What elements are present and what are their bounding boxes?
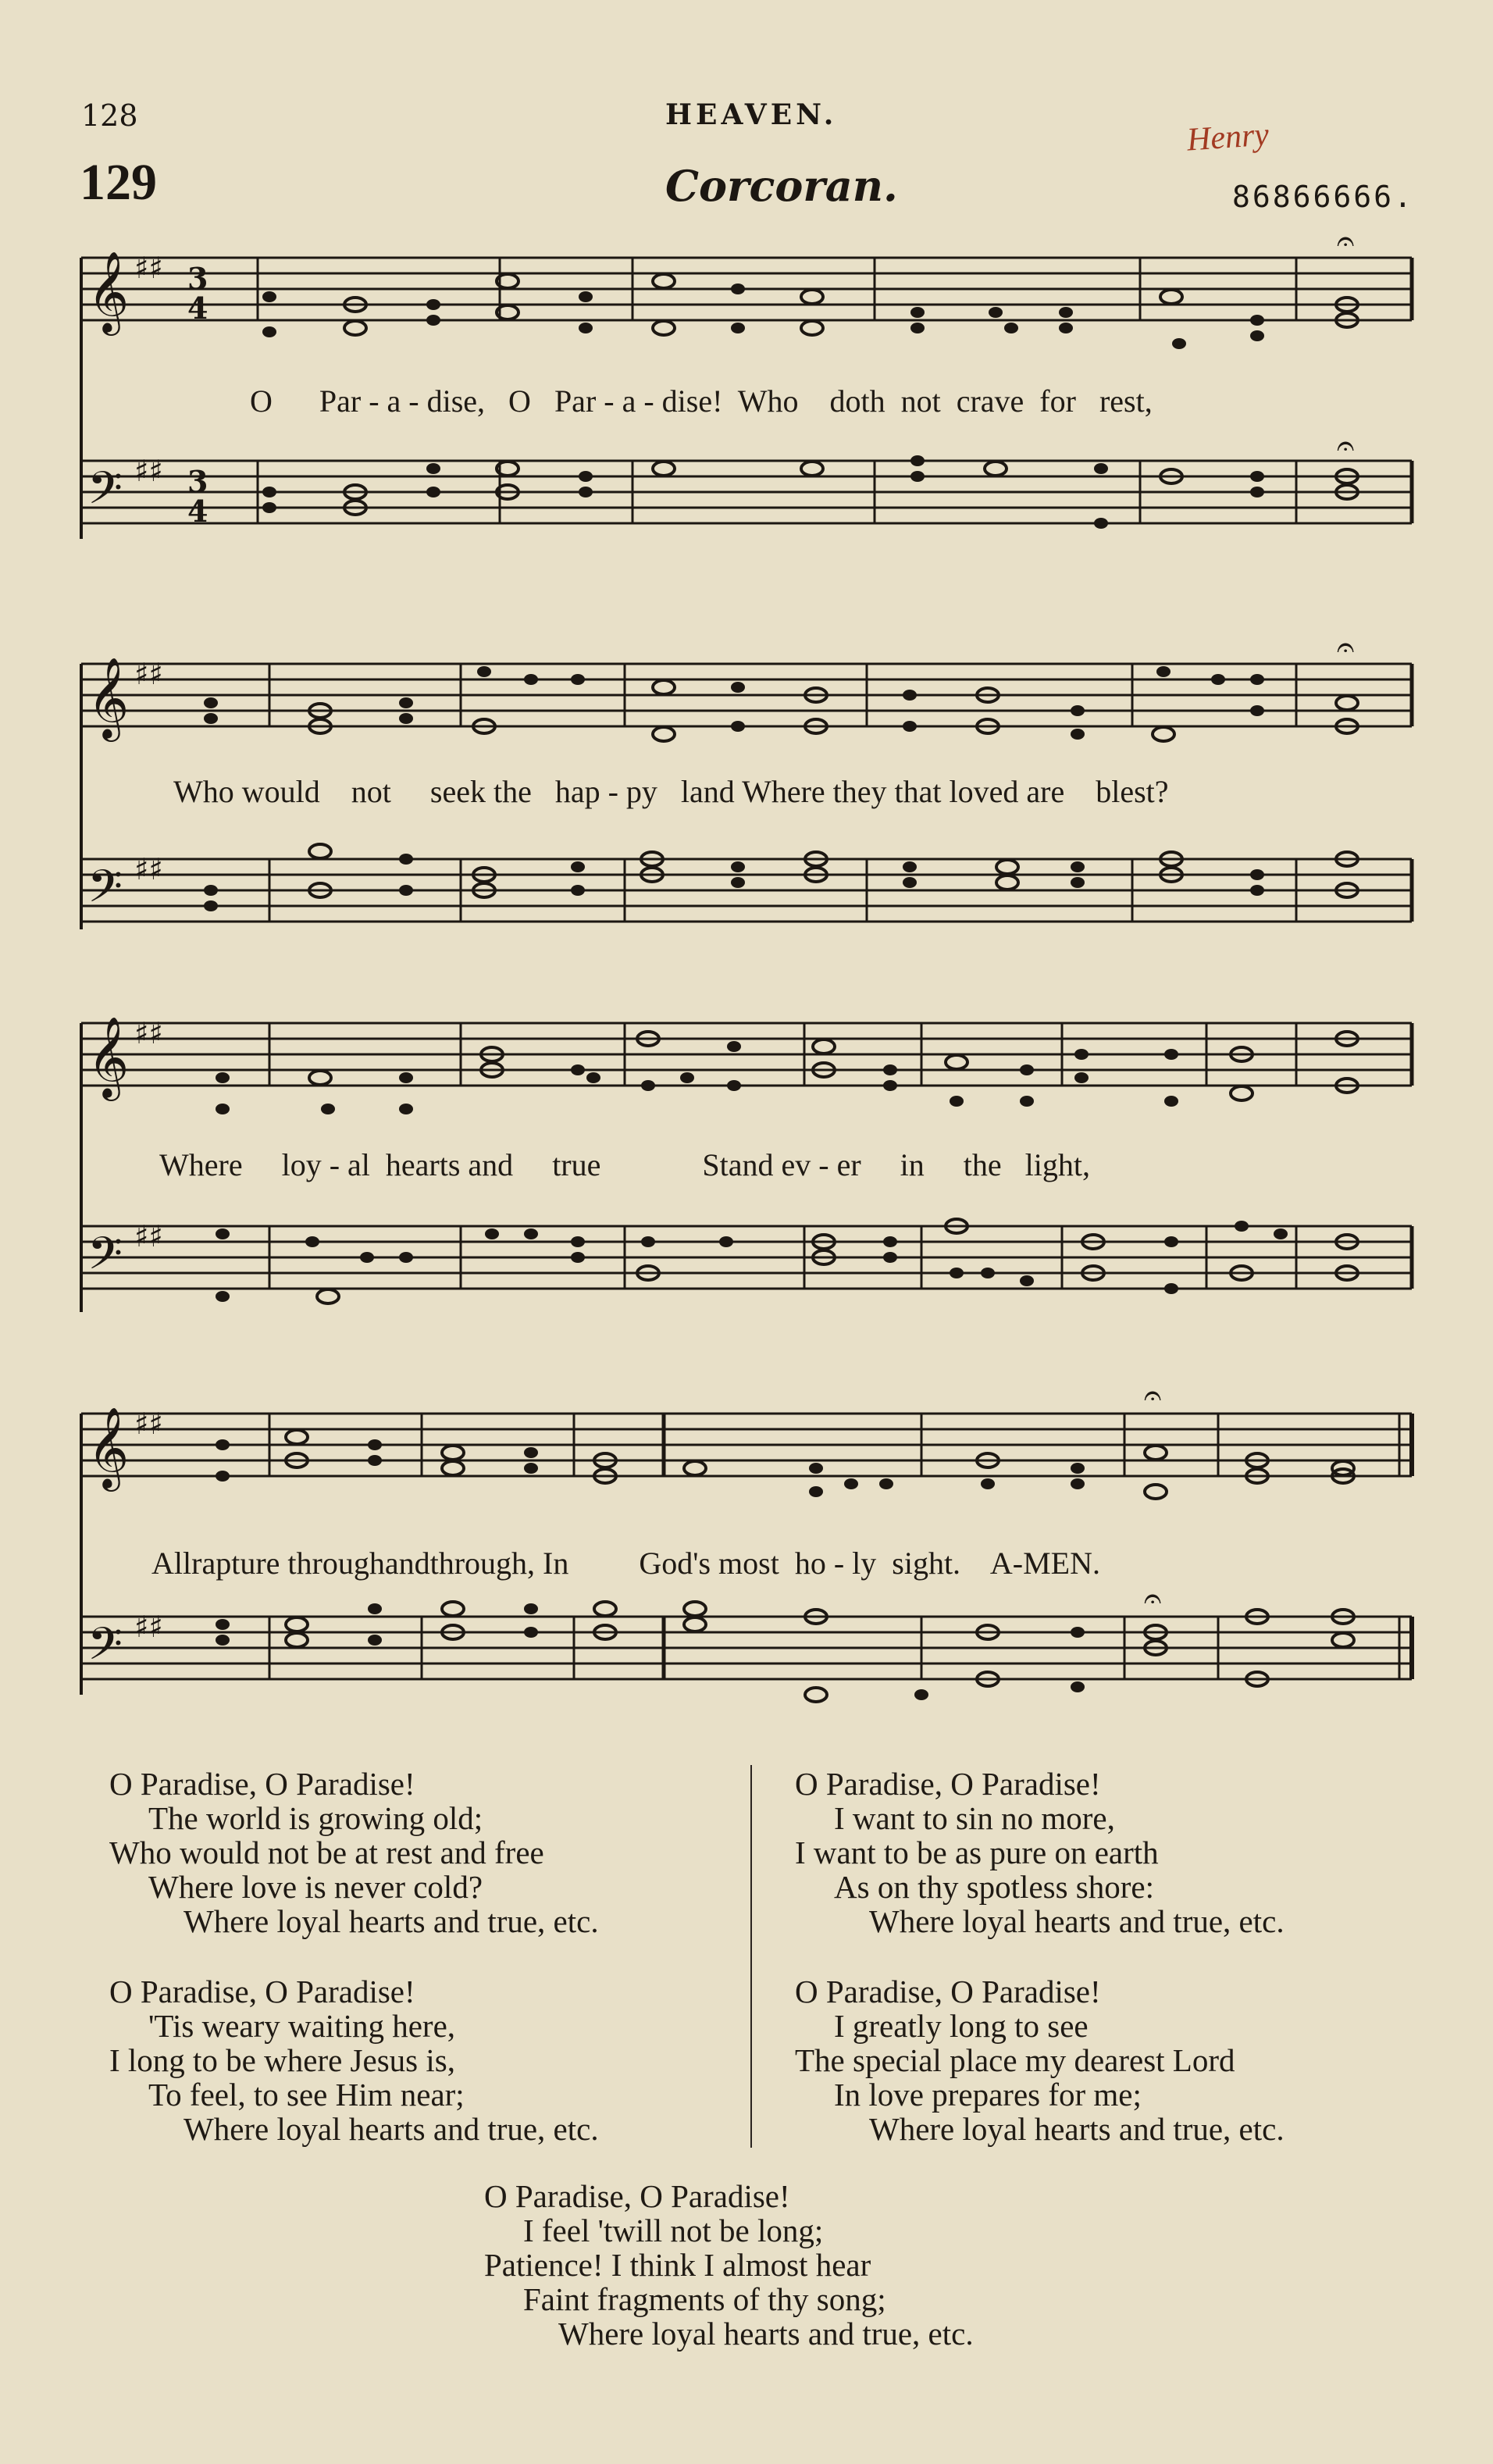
verse-line: As on thy spotless shore: xyxy=(834,1869,1154,1905)
verse-line: The special place my dearest Lord xyxy=(795,2042,1235,2078)
lyric-syllable: Where xyxy=(742,774,825,809)
key-signature-treble: ♯♯ xyxy=(134,1016,163,1050)
lyrics-line-1 xyxy=(250,383,1153,419)
verse-line: Where loyal hearts and true, etc. xyxy=(869,1903,1285,1939)
lyric-syllable: hearts xyxy=(385,1147,461,1182)
lyric-syllable: Par - a - dise, xyxy=(319,383,486,419)
lyric-syllable: seek xyxy=(429,774,486,809)
time-signature-bass-lower: 4 xyxy=(187,494,208,529)
lyric-syllable: sight. xyxy=(892,1546,961,1581)
verse-6 xyxy=(484,2179,974,2351)
fermata-icon: 𝄐 xyxy=(1144,1378,1162,1414)
lyric-syllable: most xyxy=(718,1546,779,1581)
lyric-syllable: Stand xyxy=(702,1147,774,1182)
verse-line: I long to be where Jesus is, xyxy=(109,2042,455,2078)
key-signature-bass: ♯♯ xyxy=(134,1610,163,1644)
fermata-icon: 𝄐 xyxy=(1337,223,1355,259)
verse-line: O Paradise, O Paradise! xyxy=(109,1766,415,1802)
verse-line: Where loyal hearts and true, etc. xyxy=(558,2316,974,2352)
lyric-syllable: God's xyxy=(639,1546,711,1581)
lyric-syllable: not xyxy=(900,383,941,419)
lyrics-line-3 xyxy=(159,1146,1090,1183)
treble-clef-icon: 𝄞 xyxy=(87,1016,130,1098)
verse-line: I want to sin no more, xyxy=(834,1800,1115,1836)
lyric-syllable: blest? xyxy=(1096,774,1169,809)
verse-5 xyxy=(795,1974,1285,2146)
section-title: HEAVEN. xyxy=(665,98,838,131)
hymn-number: 129 xyxy=(80,154,157,211)
lyric-syllable: that xyxy=(894,774,942,809)
lyric-syllable: they xyxy=(832,774,887,809)
time-signature-treble-lower: 4 xyxy=(187,291,208,326)
time-signature-treble: 3 xyxy=(187,261,208,296)
lyric-syllable: crave xyxy=(956,383,1024,419)
verse-line: Who would not be at rest and free xyxy=(109,1835,544,1870)
verse-line: Where loyal hearts and true, etc. xyxy=(184,1903,599,1939)
lyric-syllable: hap - py xyxy=(554,774,657,809)
lyric-syllable: the xyxy=(493,774,532,809)
treble-clef-icon: 𝄞 xyxy=(87,657,130,739)
meter: 86866666. xyxy=(1232,180,1414,214)
column-divider xyxy=(750,1765,752,2148)
verse-line: I greatly long to see xyxy=(834,2008,1089,2044)
fermata-icon: 𝄐 xyxy=(1337,629,1355,665)
lyric-syllable: and xyxy=(468,1147,514,1182)
bass-clef-icon: 𝄢 xyxy=(87,860,123,924)
verse-line: 'Tis weary waiting here, xyxy=(148,2008,456,2044)
key-signature-bass: ♯♯ xyxy=(134,852,163,886)
verse-line: O Paradise, O Paradise! xyxy=(795,1766,1101,1802)
lyric-syllable: the xyxy=(963,1147,1002,1182)
key-signature-bass: ♯♯ xyxy=(134,454,163,488)
lyric-syllable: light, xyxy=(1024,1147,1090,1182)
bass-clef-icon: 𝄢 xyxy=(87,1617,123,1681)
verse-line: Where loyal hearts and true, etc. xyxy=(869,2111,1285,2147)
verse-line: Faint fragments of thy song; xyxy=(523,2281,886,2317)
lyric-syllable: for xyxy=(1039,383,1076,419)
treble-clef-icon: 𝄞 xyxy=(87,1407,130,1489)
bass-staff xyxy=(81,461,1412,523)
verse-2 xyxy=(109,1767,599,1938)
key-signature-bass: ♯♯ xyxy=(134,1219,163,1253)
page-number: 128 xyxy=(81,98,138,133)
lyrics-line-4 xyxy=(151,1545,1100,1581)
lyrics-line-2 xyxy=(173,773,1169,810)
lyric-syllable: and xyxy=(384,1546,430,1581)
verse-line: Where loyal hearts and true, etc. xyxy=(184,2111,599,2147)
lyric-syllable: ev - er xyxy=(781,1147,861,1182)
lyric-syllable: doth xyxy=(829,383,885,419)
verse-line: To feel, to see Him near; xyxy=(148,2077,465,2113)
lyric-syllable: not xyxy=(351,774,391,809)
tune-name: Corcoran. xyxy=(665,161,898,211)
verse-line: Where love is never cold? xyxy=(148,1869,483,1905)
verse-line: O Paradise, O Paradise! xyxy=(795,1974,1101,2009)
lyric-syllable: loy - al xyxy=(281,1147,370,1182)
lyric-syllable: All xyxy=(151,1546,192,1581)
bass-clef-icon: 𝄢 xyxy=(87,1227,123,1291)
key-signature-treble: ♯♯ xyxy=(134,251,163,285)
fermata-icon-bass: 𝄐 xyxy=(1144,1581,1162,1617)
treble-clef-icon: 𝄞 xyxy=(87,251,130,333)
lyric-syllable: through, xyxy=(429,1546,536,1581)
lyric-syllable: In xyxy=(543,1546,569,1581)
lyric-syllable: rest, xyxy=(1099,383,1153,419)
fermata-icon-bass: 𝄐 xyxy=(1337,428,1355,464)
lyric-syllable: O xyxy=(250,383,273,419)
lyric-syllable: Who xyxy=(737,383,799,419)
lyric-syllable: O xyxy=(508,383,531,419)
verse-3 xyxy=(795,1767,1285,1938)
time-signature-bass: 3 xyxy=(187,464,208,499)
verse-line: O Paradise, O Paradise! xyxy=(484,2178,790,2214)
lyric-syllable: in xyxy=(900,1147,925,1182)
lyric-syllable: ho - ly xyxy=(794,1546,877,1581)
lyric-syllable: would xyxy=(241,774,320,809)
lyric-syllable: rapture xyxy=(191,1546,280,1581)
lyric-syllable: land xyxy=(680,774,735,809)
lyric-syllable: through xyxy=(287,1546,385,1581)
key-signature-treble: ♯♯ xyxy=(134,657,163,691)
verse-line: Patience! I think I almost hear xyxy=(484,2247,871,2283)
lyric-syllable: Where xyxy=(159,1147,243,1182)
verse-line: I feel 'twill not be long; xyxy=(523,2213,824,2248)
handwritten-annotation: Henry xyxy=(1185,116,1270,159)
verse-line: I want to be as pure on earth xyxy=(795,1835,1159,1870)
key-signature-treble: ♯♯ xyxy=(134,1407,163,1441)
lyric-syllable: true xyxy=(552,1147,601,1182)
lyric-syllable: loved xyxy=(949,774,1019,809)
amen-lyric: A-MEN. xyxy=(989,1546,1100,1581)
lyric-syllable: Who xyxy=(173,774,234,809)
lyric-syllable: are xyxy=(1026,774,1065,809)
lyric-syllable: Par - a - dise! xyxy=(554,383,723,419)
verse-line: In love prepares for me; xyxy=(834,2077,1142,2113)
bass-clef-icon: 𝄢 xyxy=(87,462,123,526)
verse-line: O Paradise, O Paradise! xyxy=(109,1974,415,2009)
verse-4 xyxy=(109,1974,599,2146)
verse-line: The world is growing old; xyxy=(148,1800,483,1836)
